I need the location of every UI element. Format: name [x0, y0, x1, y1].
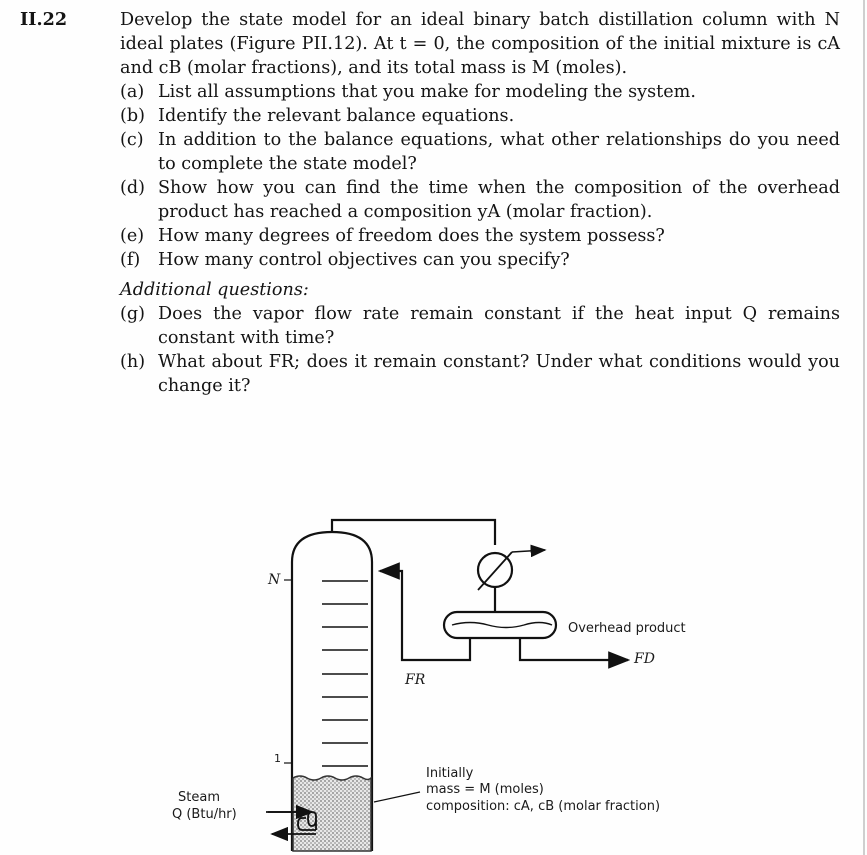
vapor-line	[332, 520, 495, 545]
question-label: (e)	[120, 226, 145, 246]
label-initial-mass: mass = M (moles)	[426, 782, 544, 797]
question-text: Identify the relevant balance equations.	[158, 106, 515, 126]
question-label: (b)	[120, 106, 145, 126]
label-distillate-flow: FD	[634, 651, 655, 667]
question-label: (d)	[120, 178, 145, 198]
question-label: (a)	[120, 82, 145, 102]
question-text: Does the vapor flow rate remain constant if the heat input Q remains constant with time?	[158, 304, 840, 348]
problem-number: II.22	[20, 9, 68, 30]
question-text: List all assumptions that you make for modeling the system.	[158, 82, 696, 102]
label-initial-composition: composition: cA, cB (molar fraction)	[426, 799, 661, 814]
label-steam: Steam	[178, 790, 220, 805]
question-text: How many control objectives can you specify?	[158, 250, 570, 270]
question-text: In addition to the balance equations, what other relationships do you need to complete the state model?	[158, 130, 840, 174]
reflux-line	[380, 571, 470, 660]
question-text: Show how you can find the time when the composition of the overhead product has reached a composition yA (molar fraction).	[158, 178, 840, 222]
label-overhead-product: Overhead product	[568, 621, 686, 636]
liquid-pool	[293, 776, 371, 851]
column-plates	[322, 581, 368, 766]
question-text: How many degrees of freedom does the system possess?	[158, 226, 665, 246]
label-initially: Initially	[426, 766, 474, 781]
label-reflux-flow: FR	[405, 672, 426, 688]
label-plate-1: 1	[274, 752, 281, 765]
label-heat-input: Q (Btu/hr)	[172, 807, 237, 822]
additional-heading: Additional questions:	[120, 280, 309, 300]
distillate-line	[520, 638, 628, 660]
problem-intro: Develop the state model for an ideal binary batch distillation column with N ideal plates (Figure PII.12). At t = 0, the composition of the initial mixture is cA and cB (molar fractions), and its total mass is M (moles).	[120, 10, 840, 78]
question-label: (g)	[120, 304, 145, 324]
question-label: (c)	[120, 130, 144, 150]
label-plate-n: N	[268, 572, 281, 588]
question-text: What about FR; does it remain constant? Under what conditions would you change it?	[158, 352, 840, 396]
question-label: (f)	[120, 250, 141, 270]
question-label: (h)	[120, 352, 146, 372]
reflux-drum	[444, 612, 556, 638]
